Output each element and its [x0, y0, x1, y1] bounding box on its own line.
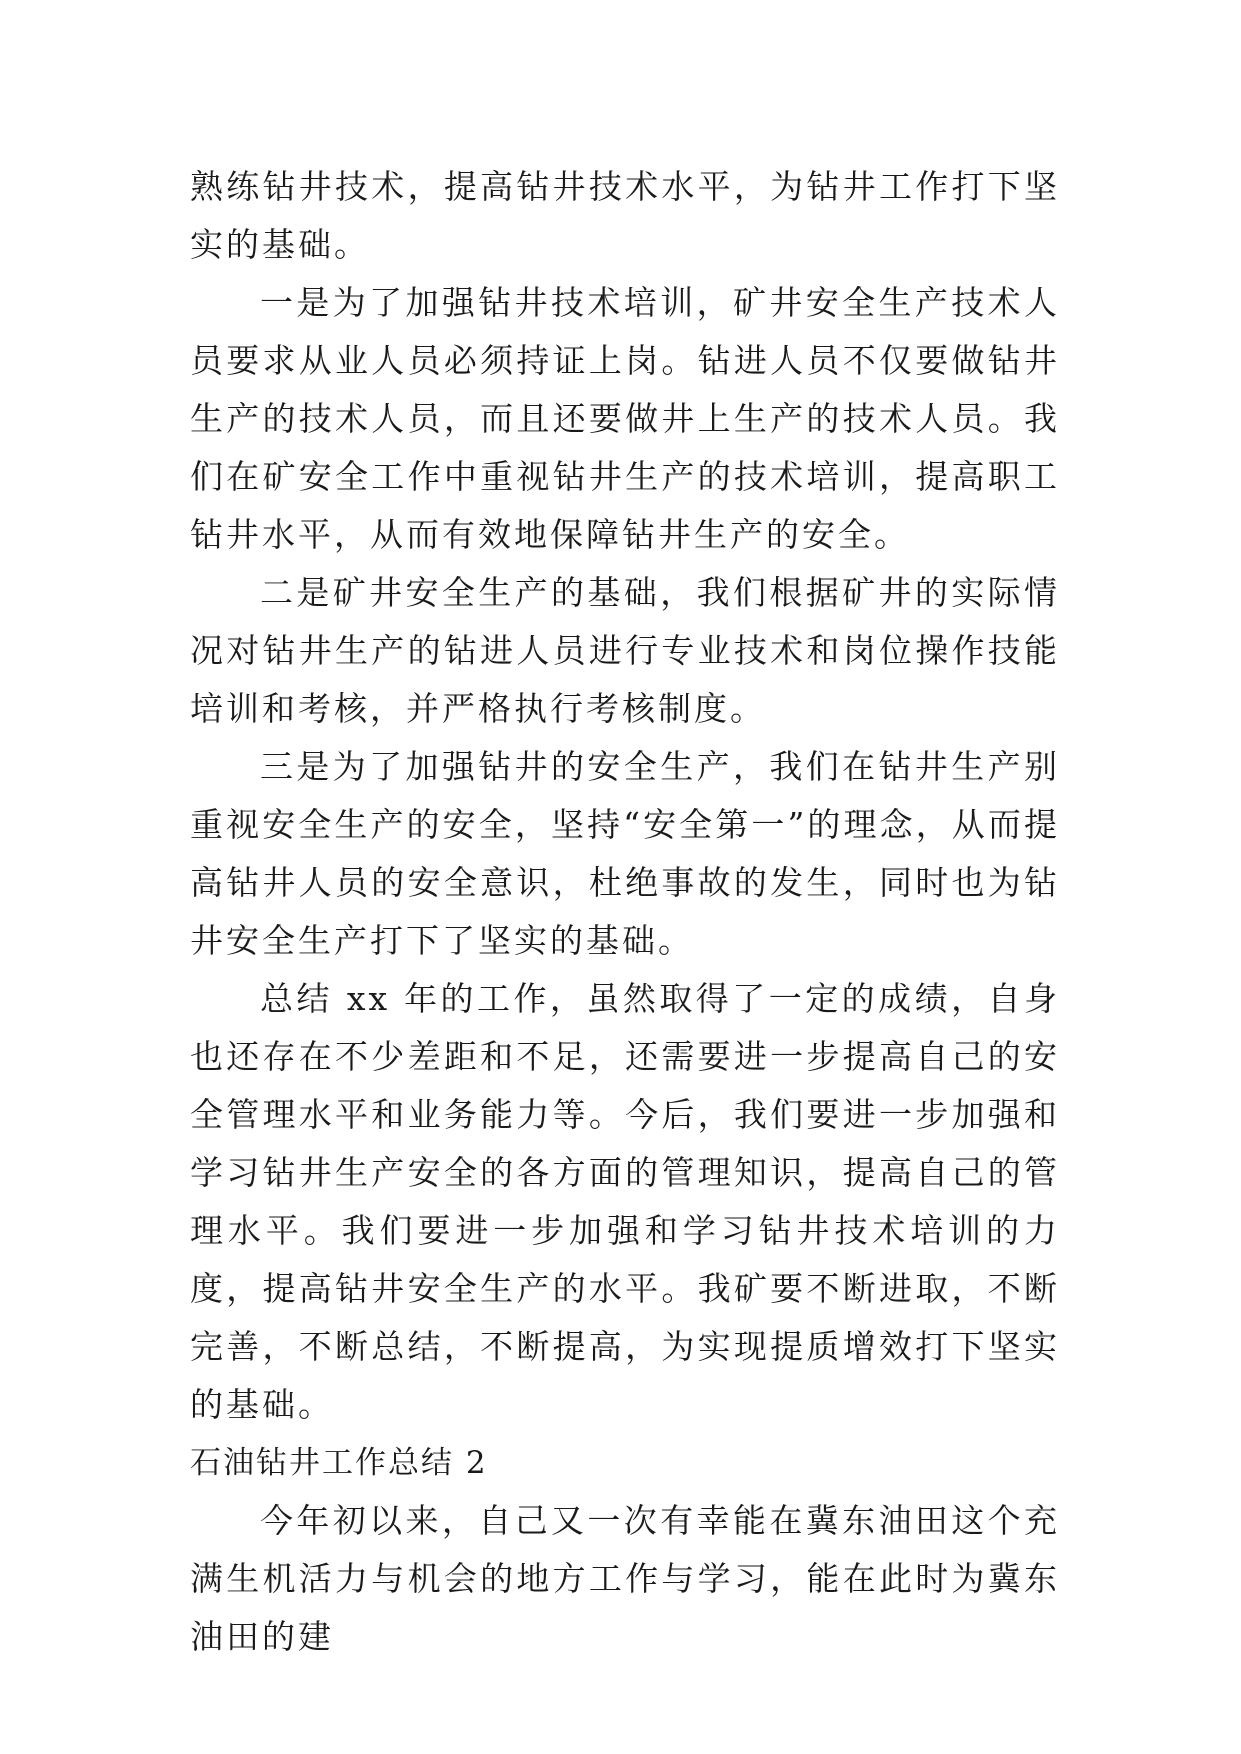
paragraph-closing: 今年初以来，自己又一次有幸能在冀东油田这个充满生机活力与机会的地方工作与学习，能在此时为冀东油田的建: [190, 1501, 1060, 1656]
section-heading: 石油钻井工作总结 2: [190, 1445, 488, 1481]
paragraph-continued: 熟练钻井技术，提高钻井技术水平，为钻井工作打下坚实的基础。: [190, 167, 1060, 264]
paragraph-foundation: 二是矿井安全生产的基础，我们根据矿井的实际情况对钻井生产的钻进人员进行专业技术和岗位操作技能培训和考核，并严格执行考核制度。: [190, 573, 1060, 728]
paragraph-summary: 总结 xx 年的工作，虽然取得了一定的成绩，自身也还存在不少差距和不足，还需要进一步提高自己的安全管理水平和业务能力等。今后，我们要进一步加强和学习钻井生产安全的各方面的管理知识，提高自己的管理水平。我们要进一步加强和学习钻井技术培训的力度，提高钻井安全生产的水平。我矿要不断进取，不断完善，不断总结，不断提高，为实现提质增效打下坚实的基础。: [190, 979, 1060, 1424]
paragraph-training: 一是为了加强钻井技术培训，矿井安全生产技术人员要求从业人员必须持证上岗。钻进人员不仅要做钻井生产的技术人员，而且还要做井上生产的技术人员。我们在矿安全工作中重视钻井生产的技术培训，提高职工钻井水平，从而有效地保障钻井生产的安全。: [190, 283, 1060, 554]
document-body: [190, 158, 1060, 1666]
paragraph-safety: 三是为了加强钻井的安全生产，我们在钻井生产别重视安全生产的安全，坚持“安全第一”的理念，从而提高钻井人员的安全意识，杜绝事故的发生，同时也为钻井安全生产打下了坚实的基础。: [190, 747, 1060, 960]
